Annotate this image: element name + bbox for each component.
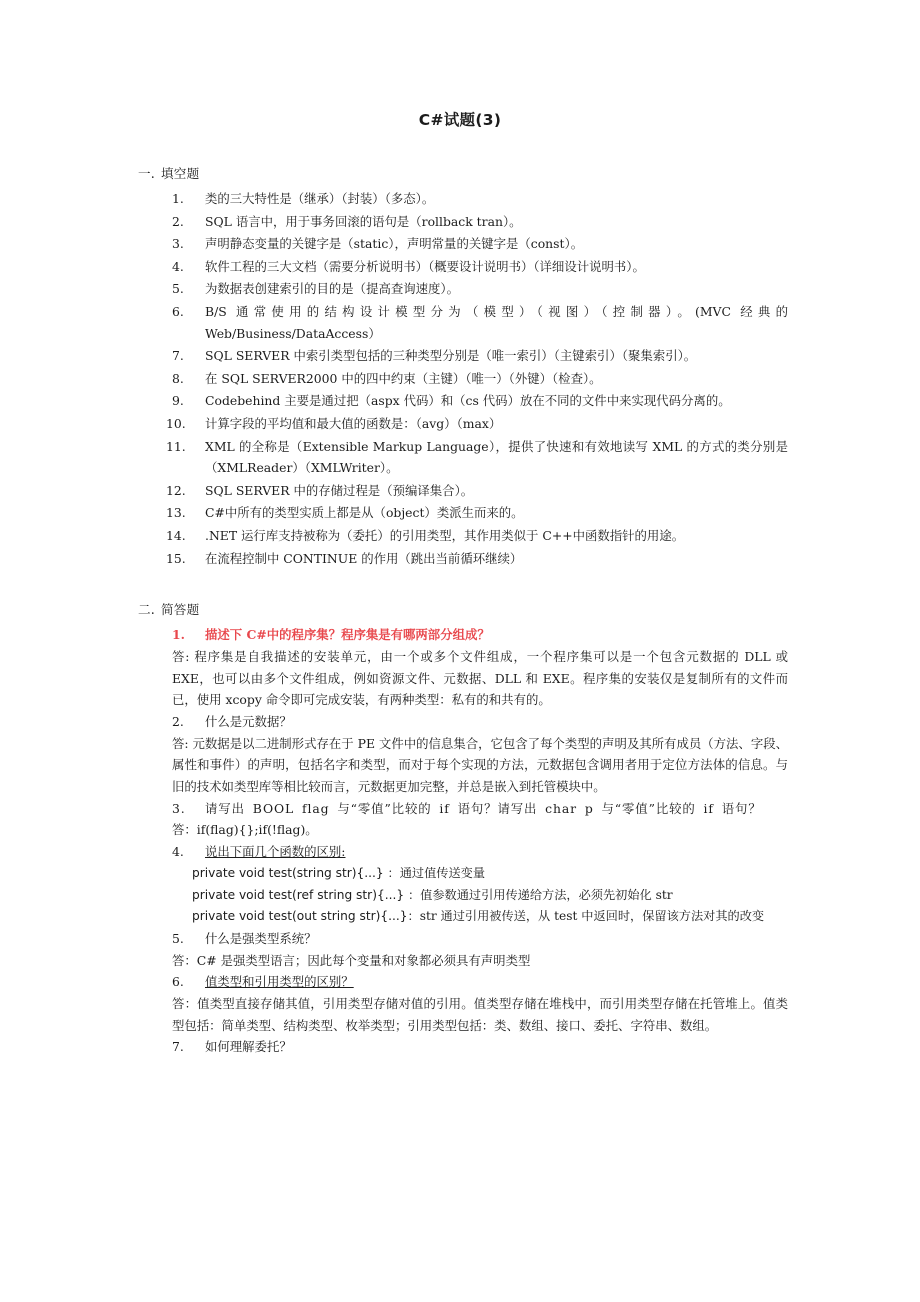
item-number: 9. (172, 393, 184, 409)
question-number: 2. (172, 713, 184, 729)
item-text: SQL SERVER 中索引类型包括的三种类型分别是（唯一索引）（主键索引）（聚集索引）。 (205, 348, 697, 364)
item-number: 6. (172, 303, 184, 319)
list-item (138, 413, 788, 435)
list-item (138, 525, 788, 547)
list-item (138, 390, 788, 412)
question-text: 如何理解委托？ (205, 1039, 292, 1055)
answer-text: 答: 元数据是以二进制形式存在于 PE 文件中的信息集合，它包含了每个类型的声明及其所有成员（方法、字段、属性和事件）的声明，包括名字和类型，而对于每个实现的方法，元数据包含调用者用于定位方法体的信息。与旧的技术如类型库等相比较而言，元数据更加完整，并总是嵌入到托管模块中。 (172, 735, 788, 795)
item-number: 13. (166, 505, 186, 521)
list-item (138, 256, 788, 278)
question-number: 3. (172, 800, 186, 816)
item-number: 11. (166, 438, 186, 454)
document-body (138, 163, 788, 1058)
question-row (138, 928, 788, 950)
item-text: .NET 运行库支持被称为（委托）的引用类型，其作用类似于 C++中函数指针的用途。 (205, 527, 685, 543)
question-row (138, 798, 788, 820)
question-row (138, 1036, 788, 1058)
list-item (138, 368, 788, 390)
question-text: 描述下 C#中的程序集？程序集是有哪两部分组成？ (205, 627, 490, 643)
code-signature-line (138, 885, 788, 907)
item-text: 在流程控制中 CONTINUE 的作用（跳出当前循环继续） (205, 550, 523, 566)
item-text: SQL SERVER 中的存储过程是（预编译集合）。 (205, 482, 474, 498)
item-text: 声明静态变量的关键字是（static），声明常量的关键字是（const）。 (205, 236, 584, 252)
section-two-label: 简答题 (161, 602, 200, 618)
code-signature: private void test(string str){...} (192, 865, 384, 880)
section-one-label: 填空题 (161, 166, 200, 181)
item-text: 为数据表创建索引的目的是（提高查询速度）。 (205, 281, 460, 297)
answer-text: 答：if(flag){};if(!flag)。 (172, 822, 318, 838)
code-signature-line (138, 906, 788, 928)
question-text: 什么是元数据？ (205, 713, 292, 729)
question-number: 1. (172, 627, 185, 643)
code-signature: private void test(ref string str){...} (192, 887, 405, 902)
code-comment: ：str 通过引用被传送，从 test 中返回时，保留该方法对其的改变 (407, 909, 765, 924)
item-number: 15. (166, 550, 186, 566)
question-row (138, 841, 788, 863)
page-title: C#试题(3) (418, 111, 502, 129)
list-item (138, 301, 788, 344)
question-row (138, 624, 788, 646)
item-text: C#中所有的类型实质上都是从（object）类派生而来的。 (205, 505, 524, 521)
question-number: 7. (172, 1039, 184, 1055)
item-text: B/S 通常使用的结构设计模型分为（模型）（视图）（控制器）。(MVC 经典的 Web/Business/DataAccess） (205, 303, 788, 341)
list-item (138, 502, 788, 524)
item-text: 计算字段的平均值和最大值的函数是：（avg）（max） (205, 415, 502, 431)
list-item (138, 278, 788, 300)
item-text: 在 SQL SERVER2000 中的四中约束（主键）（唯一）（外键）（检查）。 (205, 370, 602, 386)
item-number: 7. (172, 348, 184, 364)
list-item (138, 480, 788, 502)
fill-in-blank-list (138, 188, 788, 569)
list-item (138, 548, 788, 570)
question-text: 说出下面几个函数的区别: (205, 844, 346, 860)
item-number: 3. (172, 236, 184, 252)
question-number: 5. (172, 930, 184, 946)
list-item (138, 211, 788, 233)
list-item (138, 345, 788, 367)
answer-text: 答：值类型直接存储其值，引用类型存储对值的引用。值类型存储在堆栈中，而引用类型存储在托管堆上。值类型包括：简单类型、结构类型、枚举类型；引用类型包括：类、数组、接口、委托、字符串、数组。 (172, 996, 788, 1033)
list-item (138, 436, 788, 479)
item-number: 8. (172, 370, 184, 386)
question-number: 6. (172, 974, 184, 990)
question-row (138, 971, 788, 993)
question-text: 值类型和引用类型的区别？ (205, 974, 354, 990)
item-number: 4. (172, 258, 184, 274)
question-row (138, 711, 788, 733)
list-item (138, 233, 788, 255)
section-heading-short-answer (138, 599, 788, 618)
question-text: 请写出 BOOL flag 与“零值”比较的 if 语句？请写出 char p 与“零值”比较的 if 语句？ (205, 800, 762, 816)
section-heading-fill-in-blank (138, 163, 788, 182)
item-number: 5. (172, 281, 184, 297)
answer-text: 答：C# 是强类型语言；因此每个变量和对象都必须具有声明类型 (172, 952, 531, 968)
code-comment: ：通过值传送变量 (383, 865, 486, 880)
item-number: 1. (172, 191, 184, 206)
code-signature: private void test(out string str){...} (192, 909, 408, 924)
item-number: 14. (166, 527, 186, 543)
section-two-block (138, 599, 788, 1058)
section-one-number: 一. (138, 166, 155, 181)
code-signature-line (138, 863, 788, 885)
item-number: 2. (172, 213, 184, 229)
item-text: 类的三大特性是（继承）（封装）（多态）。 (205, 191, 435, 206)
item-text: SQL 语言中，用于事务回滚的语句是（rollback tran）。 (205, 213, 522, 229)
question-number: 4. (172, 844, 184, 860)
list-item (138, 188, 788, 210)
item-text: XML 的全称是（Extensible Markup Language），提供了快速和有效地读写 XML 的方式的类分别是（XMLReader）（XMLWriter）。 (205, 438, 788, 476)
item-number: 10. (166, 415, 186, 431)
question-text: 什么是强类型系统？ (205, 930, 317, 946)
section-two-number: 二. (138, 602, 155, 618)
item-text: Codebehind 主要是通过把（aspx 代码）和（cs 代码）放在不同的文件中来实现代码分离的。 (205, 393, 731, 409)
item-text: 软件工程的三大文档（需要分析说明书）（概要设计说明书）（详细设计说明书）。 (205, 258, 645, 274)
item-number: 12. (166, 482, 186, 498)
answer-text: 答: 程序集是自我描述的安装单元，由一个或多个文件组成，一个程序集可以是一个包含元数据的 DLL 或 EXE，也可以由多个文件组成，例如资源文件、元数据、DLL 和 EXE。程序集的安装仅是复制所有的文件而已，使用 xcopy 命令即可完成安装，有两种类型：私有的和共有的。 (172, 648, 788, 708)
code-comment: ：值参数通过引用传递给方法，必须先初始化 str (404, 887, 673, 902)
